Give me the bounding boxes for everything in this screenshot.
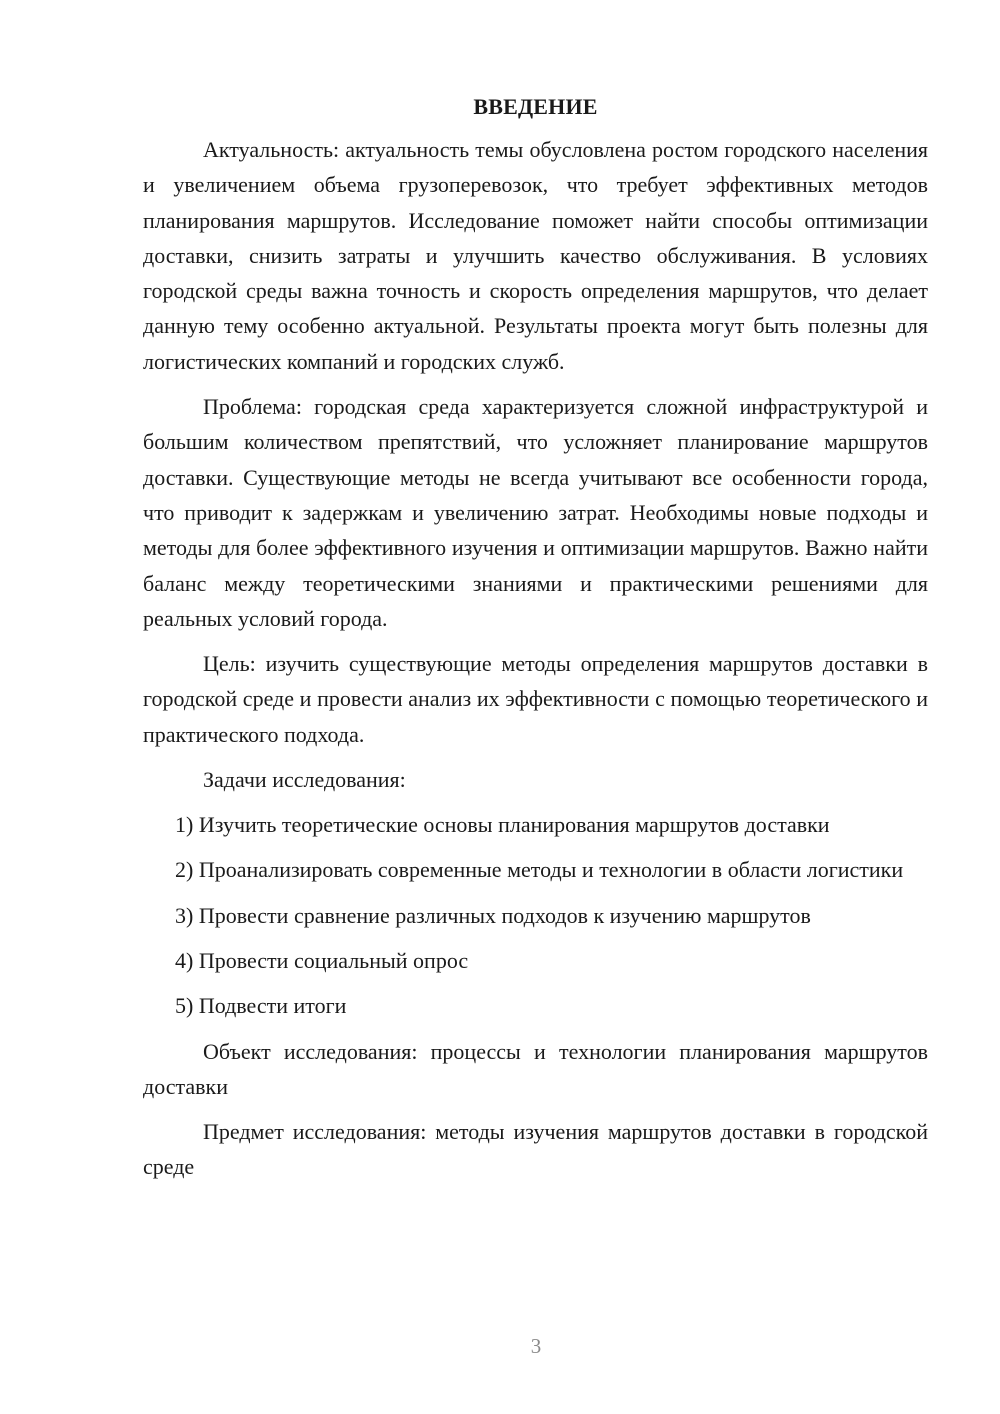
task-item: 3) Провести сравнение различных подходов к изучению маршрутов: [175, 902, 811, 928]
goal-paragraph: Цель: изучить существующие методы определения маршрутов доставки в городской среде и провести анализ их эффективности с помощью теоретического и практического подхода.: [143, 651, 928, 747]
section-heading: ВВЕДЕНИЕ: [473, 94, 598, 119]
task-item: 2) Проанализировать современные методы и технологии в области логистики: [175, 857, 904, 883]
task-item: 4) Провести социальный опрос: [175, 947, 469, 973]
tasks-heading: Задачи исследования:: [203, 767, 406, 793]
task-item: 1) Изучить теоретические основы планирования маршрутов доставки: [175, 812, 830, 838]
page-content: [143, 94, 928, 1195]
relevance-paragraph: Актуальность: актуальность темы обусловлена ростом городского населения и увеличением объема грузоперевозок, что требует эффективных методов планирования маршрутов. Исследование поможет найти способы оптимизации доставки, снизить затраты и улучшить качество обслуживания. В условиях городской среды важна точность и скорость определения маршрутов, что делает данную тему особенно актуальной. Результаты проекта могут быть полезны для логистических компаний и городских служб.: [143, 137, 928, 374]
problem-paragraph: Проблема: городская среда характеризуется сложной инфраструктурой и большим количеством препятствий, что усложняет планирование маршрутов доставки. Существующие методы не всегда учитывают все особенности города, что приводит к задержкам и увеличению затрат. Необходимы новые подходы и методы для более эффективного изучения и оптимизации маршрутов. Важно найти баланс между теоретическими знаниями и практическими решениями для реальных условий города.: [143, 394, 928, 631]
page-number: 3: [530, 1334, 542, 1358]
subject-paragraph: Предмет исследования: методы изучения маршрутов доставки в городской среде: [143, 1119, 928, 1180]
object-paragraph: Объект исследования: процессы и технологии планирования маршрутов доставки: [143, 1038, 928, 1099]
task-item: 5) Подвести итоги: [175, 993, 347, 1019]
